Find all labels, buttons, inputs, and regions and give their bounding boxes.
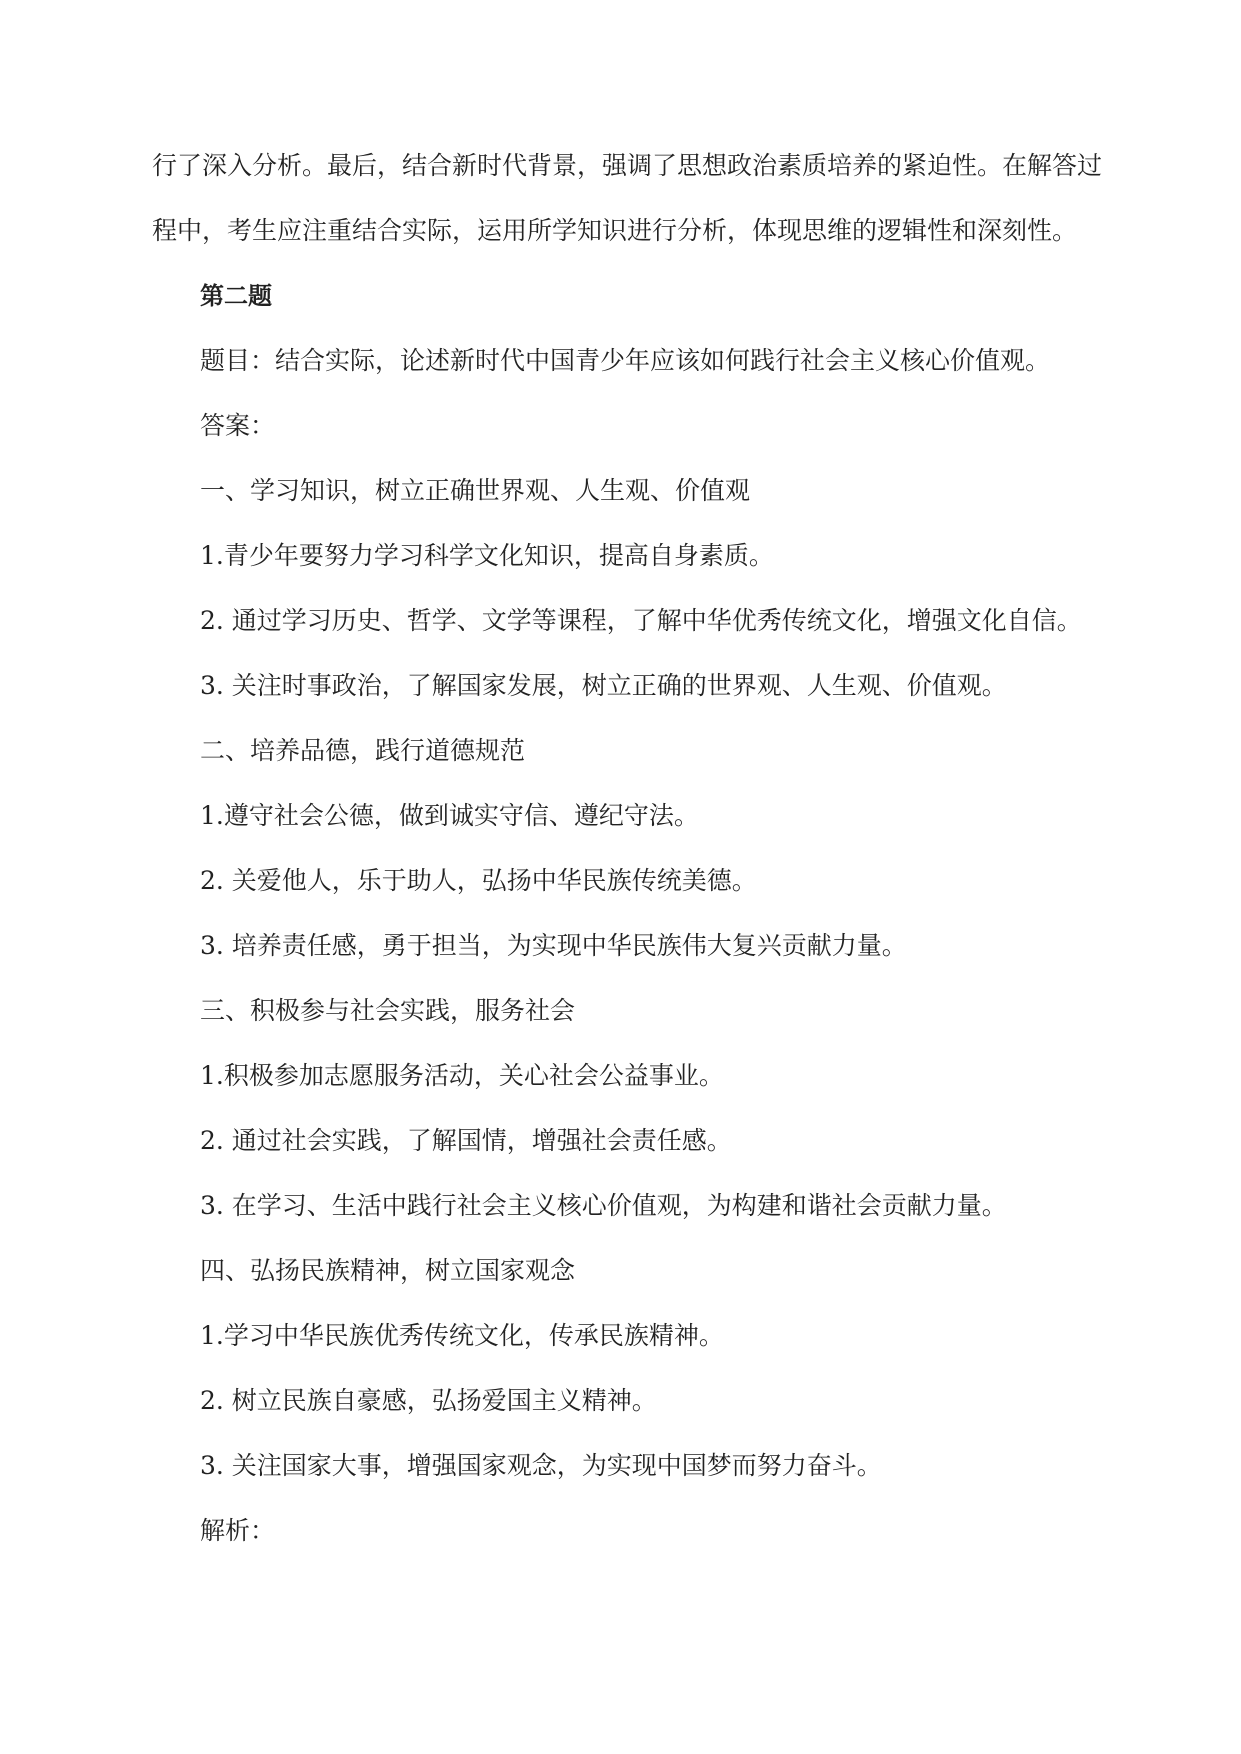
part-3-item-1: 1.积极参加志愿服务活动，关心社会公益事业。 <box>200 1061 724 1090</box>
intro-line-2: 程中，考生应注重结合实际，运用所学知识进行分析，体现思维的逻辑性和深刻性。 <box>152 216 1078 245</box>
section-title: 第二题 <box>200 282 272 310</box>
part-heading-1: 一、学习知识，树立正确世界观、人生观、价值观 <box>200 476 751 505</box>
part-4-item-2: 2. 树立民族自豪感，弘扬爱国主义精神。 <box>200 1386 657 1415</box>
part-heading-2: 二、培养品德，践行道德规范 <box>200 736 526 765</box>
question-text: 题目：结合实际，论述新时代中国青少年应该如何践行社会主义核心价值观。 <box>200 346 1051 375</box>
intro-line-1: 行了深入分析。最后，结合新时代背景，强调了思想政治素质培养的紧迫性。在解答过 <box>152 151 1103 180</box>
part-3-item-2: 2. 通过社会实践，了解国情，增强社会责任感。 <box>200 1126 732 1155</box>
part-1-item-2: 2. 通过学习历史、哲学、文学等课程，了解中华优秀传统文化，增强文化自信。 <box>200 606 1082 635</box>
part-4-item-1: 1.学习中华民族优秀传统文化，传承民族精神。 <box>200 1321 724 1350</box>
part-4-item-3: 3. 关注国家大事，增强国家观念，为实现中国梦而努力奋斗。 <box>200 1451 882 1480</box>
part-2-item-1: 1.遵守社会公德，做到诚实守信、遵纪守法。 <box>200 801 699 830</box>
part-3-item-3: 3. 在学习、生活中践行社会主义核心价值观，为构建和谐社会贡献力量。 <box>200 1191 1007 1220</box>
part-2-item-2: 2. 关爱他人，乐于助人，弘扬中华民族传统美德。 <box>200 866 757 895</box>
analysis-label: 解析： <box>200 1516 276 1545</box>
part-1-item-3: 3. 关注时事政治，了解国家发展，树立正确的世界观、人生观、价值观。 <box>200 671 1007 700</box>
part-2-item-3: 3. 培养责任感，勇于担当，为实现中华民族伟大复兴贡献力量。 <box>200 931 907 960</box>
part-heading-4: 四、弘扬民族精神，树立国家观念 <box>200 1256 576 1285</box>
part-1-item-1: 1.青少年要努力学习科学文化知识，提高自身素质。 <box>200 541 774 570</box>
answer-label: 答案： <box>200 411 276 440</box>
part-heading-3: 三、积极参与社会实践，服务社会 <box>200 996 576 1025</box>
